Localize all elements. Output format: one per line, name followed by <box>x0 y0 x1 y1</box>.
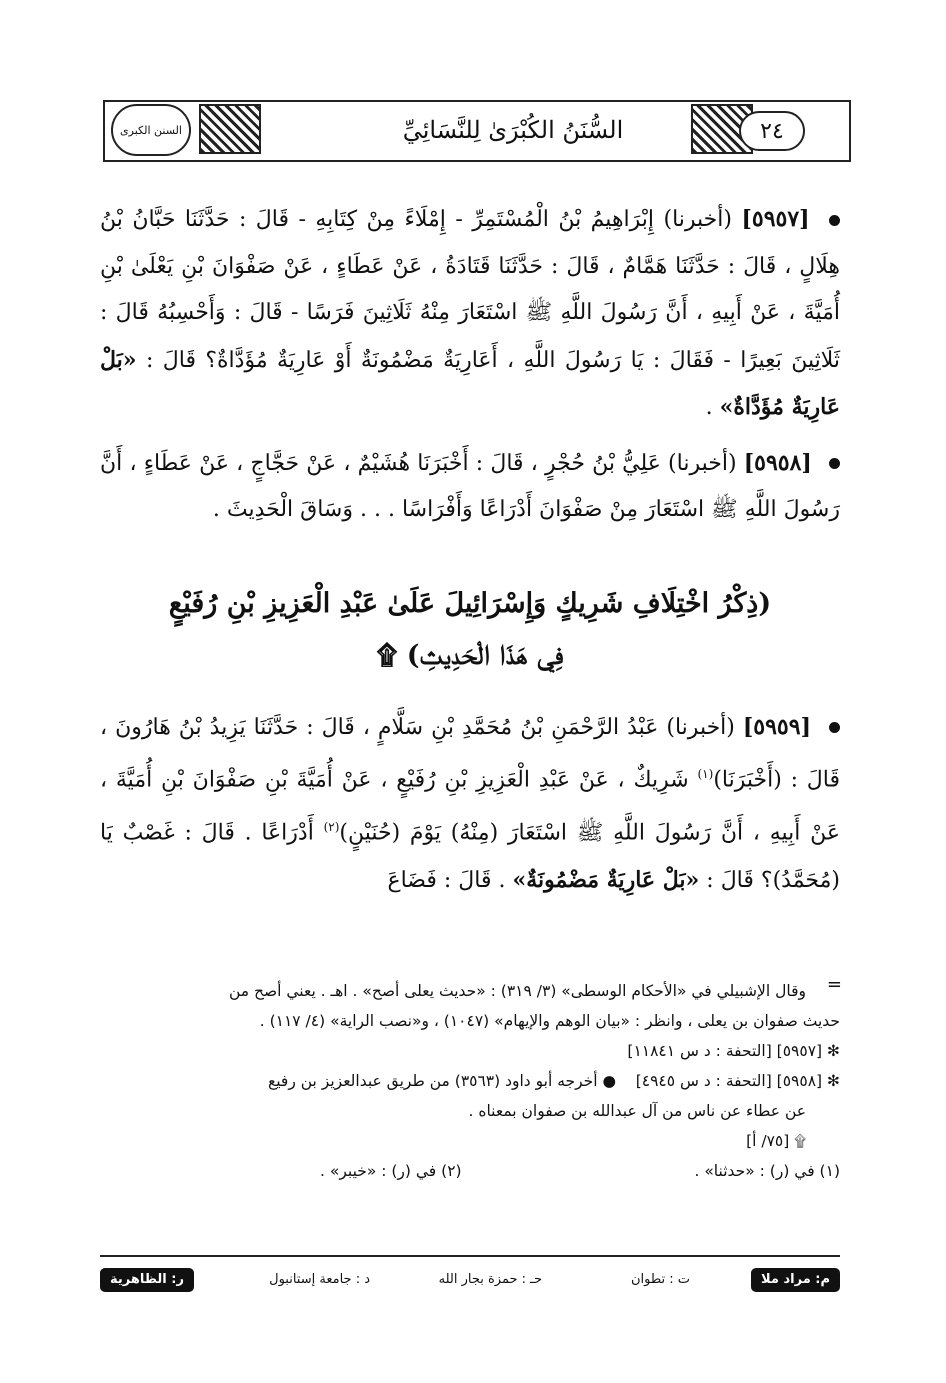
section-heading-line2: فِي هَذَا الْحَدِيثِ) ۩ <box>376 639 564 671</box>
manuscript-tag-r: ر: الظاهرية <box>100 1268 194 1292</box>
book-title: السُّنَنُ الكُبْرَىٰ لِلنَّسَائِيِّ <box>402 116 624 144</box>
hadith-text: (أخبرنا) إِبْرَاهِيمُ بْنُ الْمُسْتَمِرِّ - إِمْلَاءً مِنْ كِتَابِهِ - قَالَ : حَدَّثَنَا حَبَّانُ بْنُ هِلَالٍ ، قَالَ : حَدَّثَنَا هَمَّامٌ ، قَالَ : حَدَّثَنَا قَتَادَةُ ، عَنْ عَطَاءٍ ، عَنْ صَفْوَانَ بْنِ يَعْلَىٰ بْنِ أُمَيَّةَ ، عَنْ أَبِيهِ ، أَنَّ رَسُولَ اللَّهِ ﷺ اسْتَعَارَ مِنْهُ ثَلَاثِينَ فَرَسًا - قَالَ : وَأَحْسِبُهُ قَالَ : ثَلَاثِينَ بَعِيرًا - فَقَالَ : يَا رَسُولَ اللَّهِ ، أَعَارِيَةٌ مَضْمُونَةٌ أَوْ عَارِيَةٌ مُؤَدَّاةٌ؟ قَالَ : <box>100 207 840 373</box>
hadith-text-a: (أخبرنا) عَبْدُ الرَّحْمَنِ بْنُ مُحَمَّدِ بْنِ سَلَّامٍ ، قَالَ : حَدَّثَنَا يَزِيدُ بْنُ هَارُونَ ، قَالَ : (أَخْبَرَنَا) <box>100 714 840 793</box>
hadith-text-b: شَرِيكٌ ، عَنْ عَبْدِ الْعَزِيزِ بْنِ رُفَيْعٍ ، عَنْ أُمَيَّةَ بْنِ صَفْوَانَ بْنِ أُمَيَّةَ ، عَنْ أَبِيهِ ، أَنَّ رَسُولَ اللَّهِ ﷺ اسْتَعَارَ (مِنْهُ) يَوْمَ (حُنَيْنٍ) <box>100 767 840 846</box>
manuscript-t: ت : تطوان <box>630 1272 690 1287</box>
hadith-number: [٥٩٥٧] <box>741 206 810 232</box>
hadith-number: [٥٩٥٩] <box>742 713 811 740</box>
takhrij-5958-cont: عن عطاء عن ناس من آل عبدالله بن صفوان بمعناه . <box>468 1102 806 1120</box>
bullet-icon <box>829 722 840 733</box>
manuscript-tag-m: م: مراد ملا <box>751 1268 840 1292</box>
page-header <box>103 100 851 162</box>
section-heading-line1: (ذِكْرُ اخْتِلَافِ شَرِيكٍ وَإِسْرَائِيلَ عَلَىٰ عَبْدِ الْعَزِيزِ بْنِ رُفَيْعٍ <box>168 587 772 619</box>
hadith-text-c: أَدْرَاعًا . قَالَ : غَصْبٌ يَا (مُحَمَّدُ)؟ قَالَ : <box>100 820 840 893</box>
hadith-text: (أخبرنا) عَلِيُّ بْنُ حُجْرٍ ، قَالَ : أَخْبَرَنَا هُشَيْمٌ ، عَنْ حَجَّاجٍ ، عَنْ عَطَاءٍ ، أَنَّ رَسُولَ اللَّهِ ﷺ اسْتَعَارَ مِنْ صَفْوَانَ أَدْرَاعًا وَأَفْرَاسًا . . . وَسَاقَ الْحَدِيثَ . <box>100 450 840 522</box>
takhrij-5957: ✻ [٥٩٥٧] [التحفة : د س ١١٨٤١] <box>627 1042 840 1060</box>
footnotes <box>100 976 840 1186</box>
hadith-5958 <box>100 440 840 534</box>
bullet-icon <box>829 458 840 469</box>
takhrij-5958-text: ● أخرجه أبو داود (٣٥٦٣) من طريق عبدالعزيز بن رفيع <box>267 1072 616 1090</box>
hadith-text-d: . قَالَ : فَضَاعَ <box>387 867 506 893</box>
hadith-end: . <box>705 395 713 420</box>
footnote-1: (١) في (ر) : «حدثنا» . <box>694 1162 840 1180</box>
continuation-mark: = <box>826 974 842 995</box>
note-line: حديث صفوان بن يعلى ، وانظر : «بيان الوهم والإيهام» (١٠٤٧) ، و«نصب الراية» (٤/ ١١٧) . <box>259 1012 840 1030</box>
footer-divider <box>100 1255 840 1257</box>
page-footer <box>100 1265 840 1295</box>
footnote-ref-1: (١) <box>697 767 714 781</box>
manuscript-h: حـ : حمزة بجار الله <box>438 1272 542 1287</box>
page-number: ٢٤ <box>739 111 805 151</box>
bullet-icon <box>829 215 840 226</box>
hadith-quote: «بَلْ عَارِيَةٌ مَضْمُونَةٌ» <box>512 866 700 893</box>
footnote-2: (٢) في (ر) : «خيبر» . <box>320 1162 462 1180</box>
manuscript-d: د : جامعة إستانبول <box>269 1272 370 1287</box>
hadith-quote: «بَلْ عَارِيَةٌ مُؤَدَّاةٌ» <box>100 346 840 420</box>
book-emblem: السنن الكبرى <box>111 104 191 156</box>
footnote-row <box>320 1156 840 1186</box>
hadith-5959 <box>100 704 840 905</box>
hadith-5957 <box>100 196 840 432</box>
folio-marker: ۩ [٧٥/ أ] <box>746 1132 806 1150</box>
header-ornament-left <box>199 104 261 154</box>
main-text <box>100 196 840 912</box>
takhrij-5958 <box>100 1066 840 1096</box>
hadith-number: [٥٩٥٨] <box>743 449 812 476</box>
takhrij-5958-ref: ✻ [٥٩٥٨] [التحفة : د س ٤٩٤٥] <box>635 1072 840 1090</box>
footnote-ref-2: (٢) <box>323 819 340 834</box>
note-line: وقال الإشبيلي في «الأحكام الوسطى» (٣/ ٣١٩) : «حديث يعلى أصح» . اهـ . يعني أصح من <box>228 982 806 1000</box>
